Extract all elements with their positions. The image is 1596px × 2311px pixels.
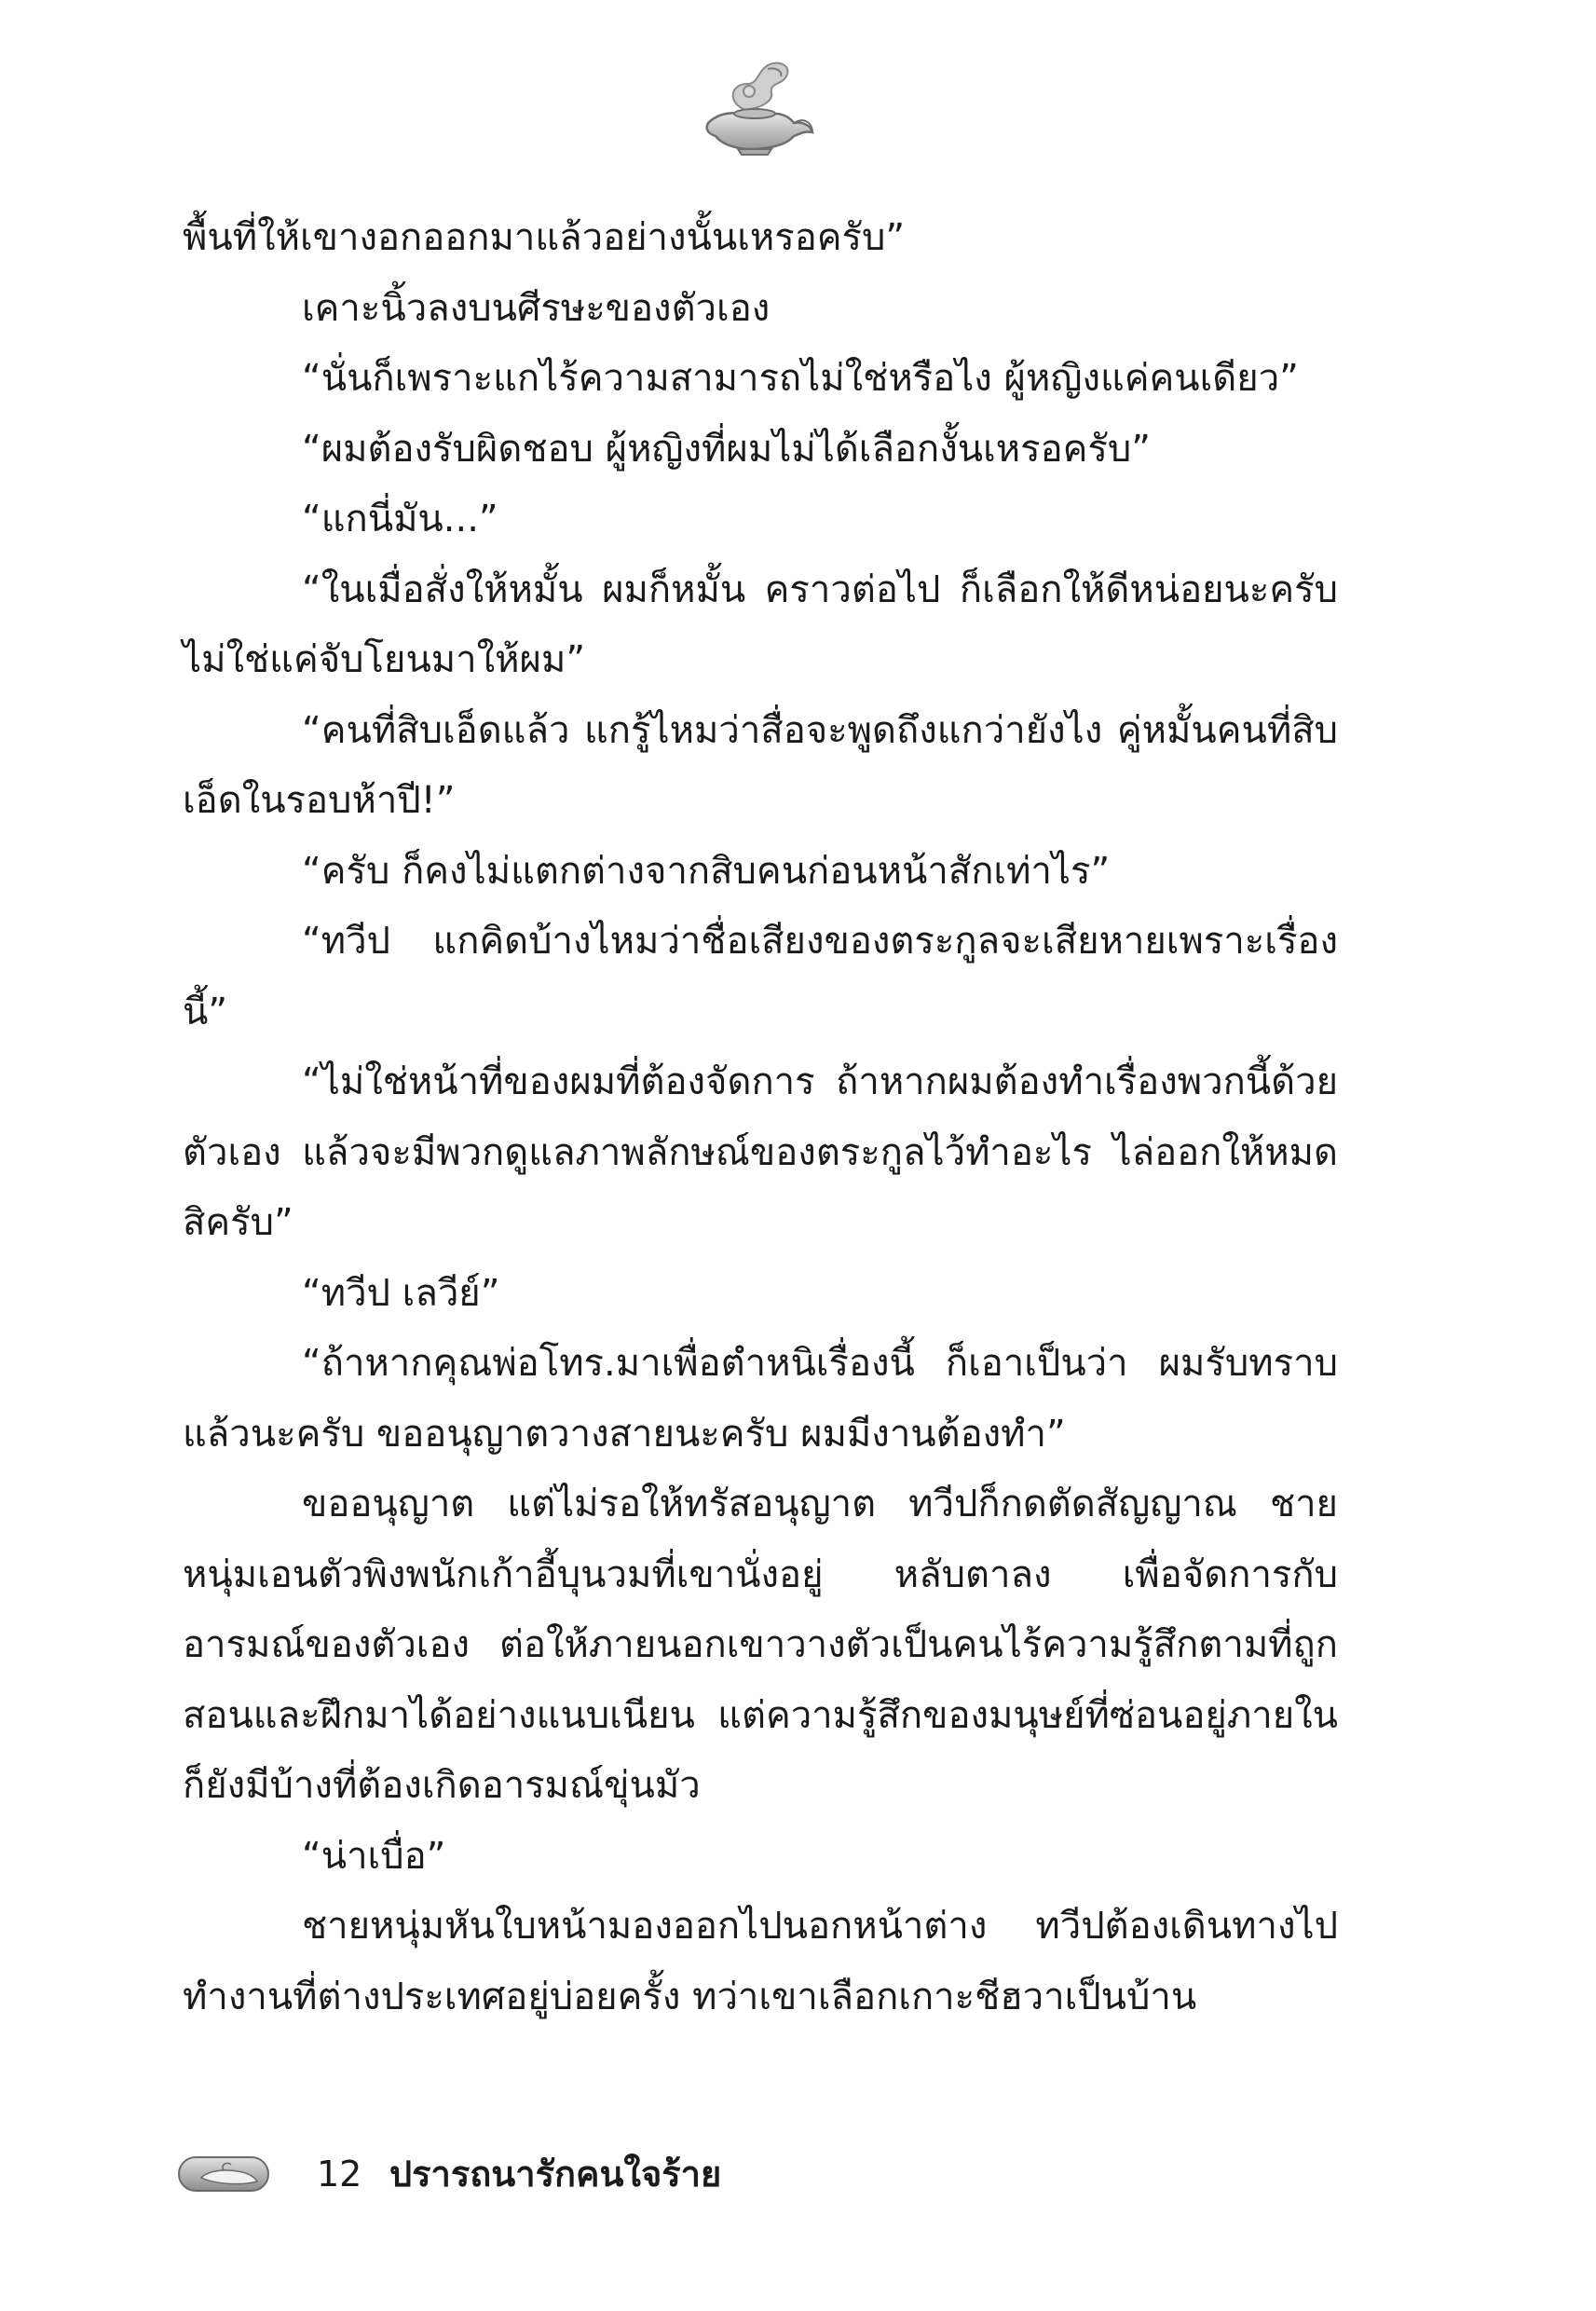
paragraph: ชายหนุ่มหันใบหน้ามองออกไปนอกหน้าต่าง ทวีปต้องเดินทางไปทำงานที่ต่างประเทศอยู่บ่อยครั้ง ทว่าเขาเลือกเกาะชีฮวาเป็นบ้าน [183,1905,1338,2018]
paragraph: “ในเมื่อสั่งให้หมั้น ผมก็หมั้น คราวต่อไป ก็เลือกให้ดีหน่อยนะครับ ไม่ใช่แค่จับโยนมาให้ผม” [183,567,1338,681]
paragraph: “ผมต้องรับผิดชอบ ผู้หญิงที่ผมไม่ได้เลือกงั้นเหรอครับ” [302,427,1151,471]
book-title: ปรารถนารักคนใจร้าย [389,2154,722,2195]
paragraph: “น่าเบื่อ” [302,1834,446,1878]
paragraph: “นั่นก็เพราะแกไร้ความสามารถไม่ใช่หรือไง ผู้หญิงแค่คนเดียว” [302,357,1299,400]
paragraph: “คนที่สิบเอ็ดแล้ว แกรู้ไหมว่าสื่อจะพูดถึงแกว่ายังไง คู่หมั้นคนที่สิบเอ็ดในรอบห้าปี!” [183,708,1338,822]
paragraph: พื้นที่ให้เขางอกออกมาแล้วอย่างนั้นเหรอครับ” [183,216,906,259]
body-text [183,203,1338,2032]
page-footer [177,2148,1016,2204]
paragraph: “ไม่ใช่หน้าที่ของผมที่ต้องจัดการ ถ้าหากผมต้องทำเรื่องพวกนี้ด้วยตัวเอง แล้วจะมีพวกดูแลภาพลักษณ์ของตระกูลไว้ทำอะไร ไล่ออกให้หมดสิครับ” [183,1060,1338,1244]
paragraph: “ครับ ก็คงไม่แตกต่างจากสิบคนก่อนหน้าสักเท่าไร” [302,849,1111,893]
genie-lamp-icon [689,56,820,158]
paragraph: เคาะนิ้วลงบนศีรษะของตัวเอง [302,286,771,330]
paragraph: “แกนี่มัน...” [302,498,498,540]
paragraph: “ถ้าหากคุณพ่อโทร.มาเพื่อตำหนิเรื่องนี้ ก็เอาเป็นว่า ผมรับทราบแล้วนะครับ ขออนุญาตวางสายนะครับ ผมมีงานต้องทำ” [183,1342,1338,1456]
paragraph: “ทวีป เลวีย์” [302,1271,500,1315]
paragraph: ขออนุญาต แต่ไม่รอให้ทรัสอนุญาต ทวีปก็กดตัดสัญญาณ ชายหนุ่มเอนตัวพิงพนักเก้าอี้บุนวมที่เขานั่งอยู่ หลับตาลง เพื่อจัดการกับอารมณ์ของตัวเอง ต่อให้ภายนอกเขาวางตัวเป็นคนไร้ความรู้สึกตามที่ถูกสอนและฝึกมาได้อย่างแนบเนียน แต่ความรู้สึกของมนุษย์ที่ซ่อนอยู่ภายใน ก็ยังมีบ้างที่ต้องเกิดอารมณ์ขุ่นมัว [183,1483,1338,1807]
paragraph: “ทวีป แกคิดบ้างไหมว่าชื่อเสียงของตระกูลจะเสียหายเพราะเรื่องนี้” [183,920,1338,1033]
page-number: 12 [317,2154,362,2195]
lamp-badge-icon [177,2154,270,2195]
